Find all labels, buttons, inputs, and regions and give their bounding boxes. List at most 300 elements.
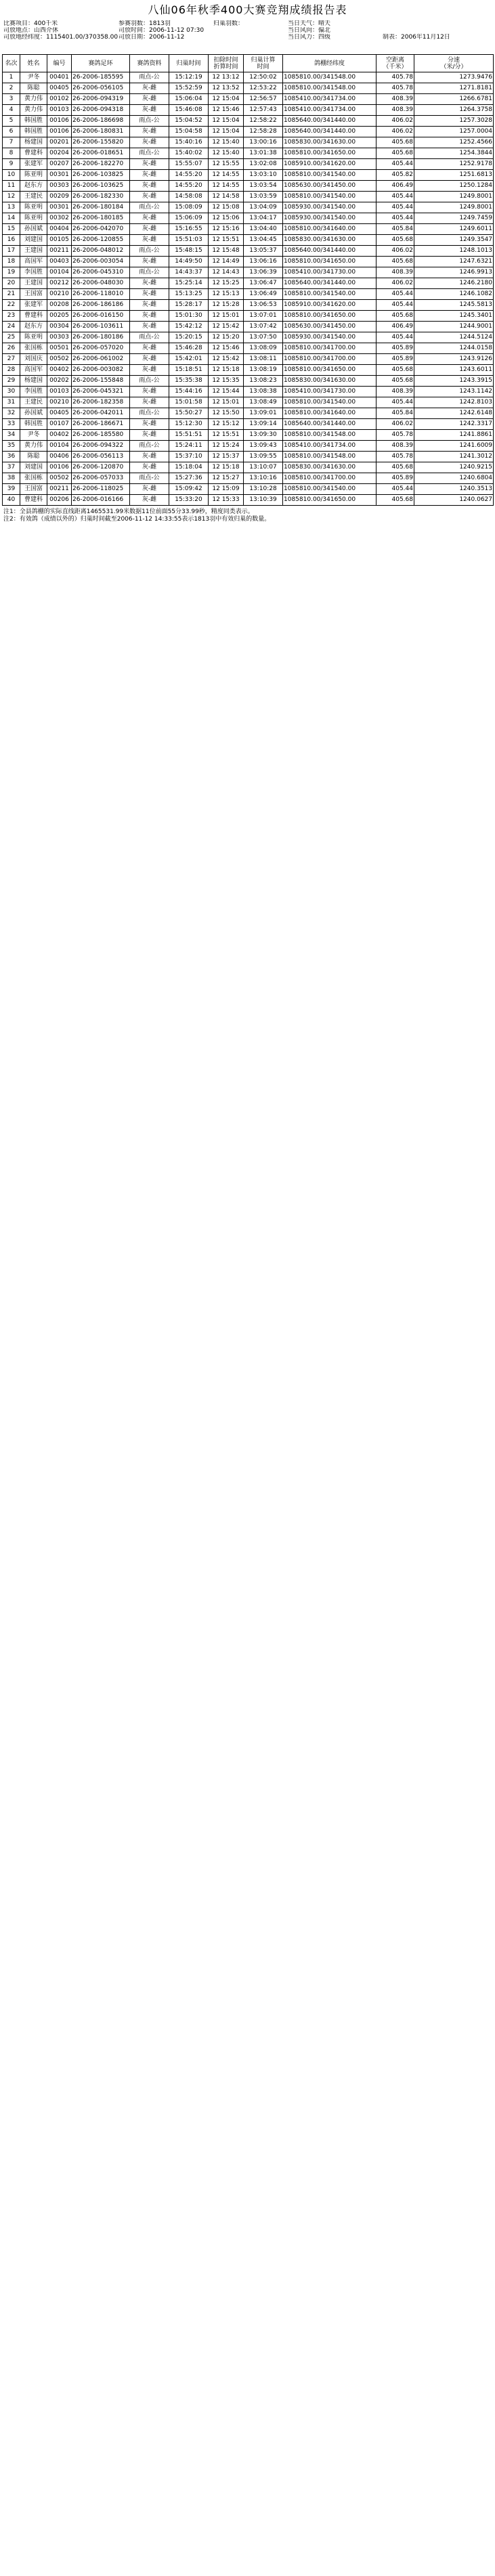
table-row [3,354,494,365]
table-row [3,430,494,441]
table-cell: 李国胜 [20,387,47,397]
table-cell: 雨点-公 [130,267,169,278]
table-cell: 00303 [47,181,72,192]
table-cell: 灰-雌 [130,452,169,462]
table-cell: 12:57:43 [244,105,283,116]
table-cell: 00502 [47,473,72,484]
table-cell: 14:49:50 [169,257,209,267]
column-header: 分速 （米/分） [414,55,494,72]
table-cell: 1247.6321 [414,257,494,267]
table-cell: 00303 [47,332,72,343]
table-row [3,289,494,300]
table-cell: 00208 [47,300,72,311]
table-cell: 13:09:01 [244,408,283,419]
table-cell: 1085410.00/341730.00 [283,387,376,397]
table-cell: 灰-雌 [130,343,169,354]
table-cell: 12 15:01 [209,311,244,322]
table-row [3,387,494,397]
table-cell: 33 [3,419,20,430]
table-row [3,365,494,376]
table-cell: 1246.9913 [414,267,494,278]
table-cell: 灰-雌 [130,419,169,430]
table-cell: 12 15:04 [209,127,244,137]
table-row [3,397,494,408]
table-cell: 26-2006-057020 [72,343,130,354]
table-cell: 15:40:16 [169,137,209,148]
table-cell: 00106 [47,127,72,137]
table-cell: 陈亚明 [20,170,47,181]
table-cell: 杨建国 [20,137,47,148]
table-cell: 00204 [47,148,72,159]
table-cell: 405.84 [376,408,414,419]
table-cell: 灰-雌 [130,462,169,473]
table-row [3,192,494,202]
table-cell: 1243.3915 [414,376,494,387]
table-cell: 15:37:10 [169,452,209,462]
table-cell: 36 [3,452,20,462]
table-cell: 1085810.00/341700.00 [283,473,376,484]
table-cell: 26-2006-180185 [72,213,130,224]
table-cell: 00103 [47,105,72,116]
table-cell: 405.44 [376,300,414,311]
table-cell: 13:04:40 [244,224,283,235]
table-cell: 15:01:30 [169,311,209,322]
table-cell: 1244.0158 [414,343,494,354]
table-cell: 405.44 [376,289,414,300]
table-cell: 12:53:22 [244,83,283,94]
table-cell: 灰-雌 [130,311,169,322]
table-cell: 1085810.00/341548.00 [283,452,376,462]
table-cell: 雨点-公 [130,441,169,452]
table-cell: 李国胜 [20,267,47,278]
table-cell: 韩国胜 [20,419,47,430]
table-cell: 孙国斌 [20,224,47,235]
table-cell: 1246.1082 [414,289,494,300]
table-cell: 15:12:30 [169,419,209,430]
table-cell: 1245.3401 [414,311,494,322]
table-cell: 王国富 [20,484,47,495]
table-cell: 1085930.00/341540.00 [283,202,376,213]
info-field: 制表：2006年11月12日 [383,34,450,41]
table-cell: 黄力伟 [20,105,47,116]
table-cell: 15:27:36 [169,473,209,484]
table-cell: 406.49 [376,181,414,192]
table-cell: 13:01:38 [244,148,283,159]
table-cell: 1085810.00/341540.00 [283,397,376,408]
table-cell: 12:58:22 [244,116,283,127]
table-cell: 10 [3,170,20,181]
table-cell: 1085830.00/341630.00 [283,462,376,473]
table-cell: 雨点-公 [130,72,169,83]
table-cell: 12 15:13 [209,289,244,300]
table-cell: 1085630.00/341450.00 [283,322,376,332]
table-cell: 13:10:07 [244,462,283,473]
table-cell: 15:52:59 [169,83,209,94]
table-cell: 15 [3,224,20,235]
table-cell: 15:24:11 [169,441,209,452]
table-cell: 26-2006-182358 [72,397,130,408]
table-cell: 00105 [47,235,72,246]
table-cell: 15:44:16 [169,387,209,397]
table-cell: 7 [3,137,20,148]
table-cell: 1085410.00/341734.00 [283,94,376,105]
table-cell: 00406 [47,452,72,462]
table-cell: 1085810.00/341540.00 [283,484,376,495]
table-cell: 3 [3,94,20,105]
table-cell: 26-2006-118025 [72,484,130,495]
table-row [3,452,494,462]
table-cell: 00405 [47,83,72,94]
table-cell: 陈亚明 [20,332,47,343]
table-cell: 15:33:20 [169,495,209,506]
table-cell: 26-2006-056105 [72,83,130,94]
table-cell: 14:43:37 [169,267,209,278]
table-row [3,419,494,430]
table-cell: 00106 [47,462,72,473]
table-cell: 15:48:15 [169,246,209,257]
table-row [3,495,494,506]
table-cell: 26-2006-094318 [72,105,130,116]
table-cell: 405.44 [376,192,414,202]
table-cell: 灰-雌 [130,354,169,365]
note-line: 注2：有效鸽（成绩以外的）归巢时间截至2006-11-12 14:33:55表示1813羽中有效归巢的数量。 [3,516,271,523]
table-cell: 1241.8861 [414,430,494,441]
table-cell: 26-2006-003054 [72,257,130,267]
table-cell: 1246.2180 [414,278,494,289]
table-cell: 12 15:48 [209,246,244,257]
table-cell: 12 15:08 [209,202,244,213]
table-cell: 405.68 [376,311,414,322]
table-cell: 13:08:23 [244,376,283,387]
report-notes [2,508,493,523]
table-row [3,300,494,311]
table-cell: 雨点-公 [130,148,169,159]
table-cell: 405.68 [376,235,414,246]
table-cell: 12 15:51 [209,235,244,246]
table-cell: 12 15:51 [209,430,244,441]
table-cell: 15:51:51 [169,430,209,441]
table-cell: 00301 [47,202,72,213]
table-cell: 13:08:19 [244,365,283,376]
table-cell: 26-2006-120855 [72,235,130,246]
table-cell: 灰-雌 [130,278,169,289]
table-cell: 1085640.00/341440.00 [283,116,376,127]
table-cell: 13:06:16 [244,257,283,267]
table-cell: 1085810.00/341650.00 [283,365,376,376]
table-cell: 1240.6804 [414,473,494,484]
table-cell: 12 14:58 [209,192,244,202]
table-cell: 00302 [47,213,72,224]
table-row [3,246,494,257]
table-cell: 1085410.00/341730.00 [283,267,376,278]
table-cell: 00501 [47,343,72,354]
table-cell: 26-2006-045310 [72,267,130,278]
table-cell: 408.39 [376,267,414,278]
table-cell: 12 15:50 [209,408,244,419]
table-cell: 00402 [47,365,72,376]
table-cell: 26-2006-118010 [72,289,130,300]
table-cell: 00210 [47,289,72,300]
table-cell: 19 [3,267,20,278]
table-cell: 王建国 [20,278,47,289]
table-cell: 1085830.00/341630.00 [283,137,376,148]
table-cell: 12 14:43 [209,267,244,278]
table-cell: 405.68 [376,137,414,148]
table-cell: 12 15:35 [209,376,244,387]
table-cell: 13:07:50 [244,332,283,343]
table-cell: 2 [3,83,20,94]
table-cell: 12 15:18 [209,462,244,473]
table-cell: 406.02 [376,278,414,289]
table-cell: 14:55:20 [169,170,209,181]
table-cell: 1085830.00/341630.00 [283,235,376,246]
table-cell: 00210 [47,397,72,408]
table-cell: 26-2006-018651 [72,148,130,159]
table-cell: 陈聪 [20,83,47,94]
table-row [3,484,494,495]
results-table [2,54,494,506]
table-cell: 13:09:55 [244,452,283,462]
table-row [3,473,494,484]
table-cell: 1241.6009 [414,441,494,452]
table-cell: 40 [3,495,20,506]
table-cell: 24 [3,322,20,332]
table-cell: 13:10:39 [244,495,283,506]
table-cell: 赵东方 [20,181,47,192]
table-cell: 刘国庆 [20,354,47,365]
table-cell: 405.44 [376,397,414,408]
table-cell: 灰-雌 [130,484,169,495]
table-cell: 12 15:42 [209,354,244,365]
table-cell: 408.39 [376,387,414,397]
table-cell: 1266.6781 [414,94,494,105]
table-row [3,105,494,116]
table-cell: 12 15:04 [209,116,244,127]
table-cell: 00405 [47,408,72,419]
table-row [3,376,494,387]
table-cell: 30 [3,387,20,397]
info-field [383,27,493,34]
table-cell: 1085810.00/341540.00 [283,192,376,202]
table-cell: 406.02 [376,419,414,430]
table-cell: 1085830.00/341630.00 [283,376,376,387]
table-cell: 孙国斌 [20,408,47,419]
table-cell: 灰-雌 [130,365,169,376]
table-cell: 13:06:39 [244,267,283,278]
table-cell: 13:09:30 [244,430,283,441]
table-cell: 26-2006-048030 [72,278,130,289]
table-cell: 雨点-公 [130,473,169,484]
table-cell: 8 [3,148,20,159]
table-cell: 11 [3,181,20,192]
table-cell: 12 [3,192,20,202]
table-cell: 31 [3,397,20,408]
table-cell: 26-2006-103625 [72,181,130,192]
table-cell: 1249.6011 [414,224,494,235]
table-cell: 406.02 [376,127,414,137]
table-cell: 陈亚明 [20,202,47,213]
table-cell: 13:09:43 [244,441,283,452]
table-row [3,116,494,127]
table-cell: 12 15:33 [209,495,244,506]
table-cell: 刘建国 [20,462,47,473]
table-cell: 405.89 [376,473,414,484]
table-cell: 12 15:44 [209,387,244,397]
table-cell: 1248.1013 [414,246,494,257]
table-cell: 灰-雌 [130,387,169,397]
table-row [3,311,494,322]
table-cell: 15:42:12 [169,322,209,332]
table-cell: 1085410.00/341734.00 [283,441,376,452]
table-row [3,462,494,473]
table-cell: 12 15:04 [209,94,244,105]
table-row [3,213,494,224]
table-cell: 25 [3,332,20,343]
column-header: 名次 [3,55,20,72]
table-cell: 灰-雌 [130,257,169,267]
info-field [383,20,493,27]
table-cell: 黄力伟 [20,94,47,105]
table-cell: 38 [3,473,20,484]
table-cell: 1242.3317 [414,419,494,430]
table-cell: 26-2006-185580 [72,430,130,441]
table-cell: 曹建科 [20,495,47,506]
table-cell: 雨点-公 [130,202,169,213]
table-cell: 5 [3,116,20,127]
table-cell: 13:06:49 [244,289,283,300]
table-cell: 1085810.00/341650.00 [283,257,376,267]
table-cell: 13:03:54 [244,181,283,192]
column-header: 赛鸽资料 [130,55,169,72]
table-cell: 26-2006-185595 [72,72,130,83]
info-field: 参赛羽数：1813羽 [119,20,171,27]
table-cell: 15:42:01 [169,354,209,365]
table-cell: 00205 [47,311,72,322]
table-cell: 26-2006-120870 [72,462,130,473]
info-field: 司放日期：2006-11-12 [119,34,185,41]
info-field: 司放时间：2006-11-12 07:30 [119,27,205,34]
table-cell: 15:40:02 [169,148,209,159]
table-cell: 23 [3,311,20,322]
info-field: 比赛项目：400千米 [3,20,58,27]
table-cell: 1249.8001 [414,192,494,202]
table-cell: 灰-雌 [130,300,169,311]
table-cell: 26-2006-016150 [72,311,130,322]
table-cell: 1271.8181 [414,83,494,94]
results-header-row [3,55,494,72]
table-cell: 1085810.00/341548.00 [283,83,376,94]
info-field [213,27,288,34]
table-cell: 15:09:42 [169,484,209,495]
table-cell: 陈聪 [20,452,47,462]
table-cell: 26-2006-103825 [72,170,130,181]
table-cell: 12 15:28 [209,300,244,311]
table-cell: 1085640.00/341440.00 [283,278,376,289]
table-cell: 26-2006-180184 [72,202,130,213]
table-cell: 26-2006-182330 [72,192,130,202]
table-cell: 405.89 [376,343,414,354]
table-cell: 1243.6011 [414,365,494,376]
table-cell: 26-2006-003082 [72,365,130,376]
table-cell: 灰-雌 [130,397,169,408]
table-cell: 408.39 [376,441,414,452]
table-cell: 灰-雌 [130,137,169,148]
table-cell: 1249.3547 [414,235,494,246]
report-info-block [2,20,493,54]
table-cell: 00402 [47,430,72,441]
table-cell: 27 [3,354,20,365]
table-cell: 陈亚明 [20,213,47,224]
table-row [3,278,494,289]
table-row [3,170,494,181]
table-cell: 14:55:20 [169,181,209,192]
column-header: 赛鸽足环 [72,55,130,72]
table-cell: 尹冬 [20,72,47,83]
table-cell: 曹建科 [20,311,47,322]
table-cell: 1085810.00/341540.00 [283,170,376,181]
table-cell: 15:01:58 [169,397,209,408]
table-cell: 刘建国 [20,235,47,246]
table-cell: 21 [3,289,20,300]
table-cell: 12 13:52 [209,83,244,94]
table-cell: 12 14:55 [209,170,244,181]
table-cell: 12 15:18 [209,365,244,376]
table-cell: 13:06:47 [244,278,283,289]
table-cell: 406.02 [376,246,414,257]
table-cell: 1251.6813 [414,170,494,181]
table-cell: 00211 [47,246,72,257]
table-cell: 00207 [47,159,72,170]
table-row [3,127,494,137]
table-cell: 00211 [47,484,72,495]
table-cell: 12 15:25 [209,278,244,289]
table-cell: 13:07:42 [244,322,283,332]
table-row [3,72,494,83]
table-cell: 灰-雌 [130,289,169,300]
column-header: 归巢计算 时间 [244,55,283,72]
table-cell: 26-2006-186186 [72,300,130,311]
table-cell: 00102 [47,94,72,105]
table-cell: 26-2006-182270 [72,159,130,170]
table-cell: 12 15:46 [209,105,244,116]
table-cell: 1240.0627 [414,495,494,506]
table-cell: 1085810.00/341700.00 [283,354,376,365]
table-cell: 1250.1284 [414,181,494,192]
table-cell: 405.44 [376,202,414,213]
table-cell: 13:03:59 [244,192,283,202]
column-header: 空距离 （千米） [376,55,414,72]
info-field: 司放地经纬度：1115401.00/370358.00 [3,34,119,41]
table-cell: 黄力伟 [20,441,47,452]
table-cell: 1085910.00/341620.00 [283,300,376,311]
table-row [3,267,494,278]
table-cell: 12 15:24 [209,441,244,452]
table-row [3,159,494,170]
table-cell: 405.78 [376,83,414,94]
table-cell: 1257.0004 [414,127,494,137]
table-cell: 15:13:25 [169,289,209,300]
table-cell: 26-2006-016166 [72,495,130,506]
table-cell: 6 [3,127,20,137]
table-cell: 00304 [47,322,72,332]
table-cell: 00404 [47,224,72,235]
column-header: 编号 [47,55,72,72]
table-cell: 16 [3,235,20,246]
table-cell: 12:56:57 [244,94,283,105]
table-cell: 12 15:40 [209,148,244,159]
table-cell: 13:08:09 [244,343,283,354]
table-cell: 雨点-公 [130,376,169,387]
